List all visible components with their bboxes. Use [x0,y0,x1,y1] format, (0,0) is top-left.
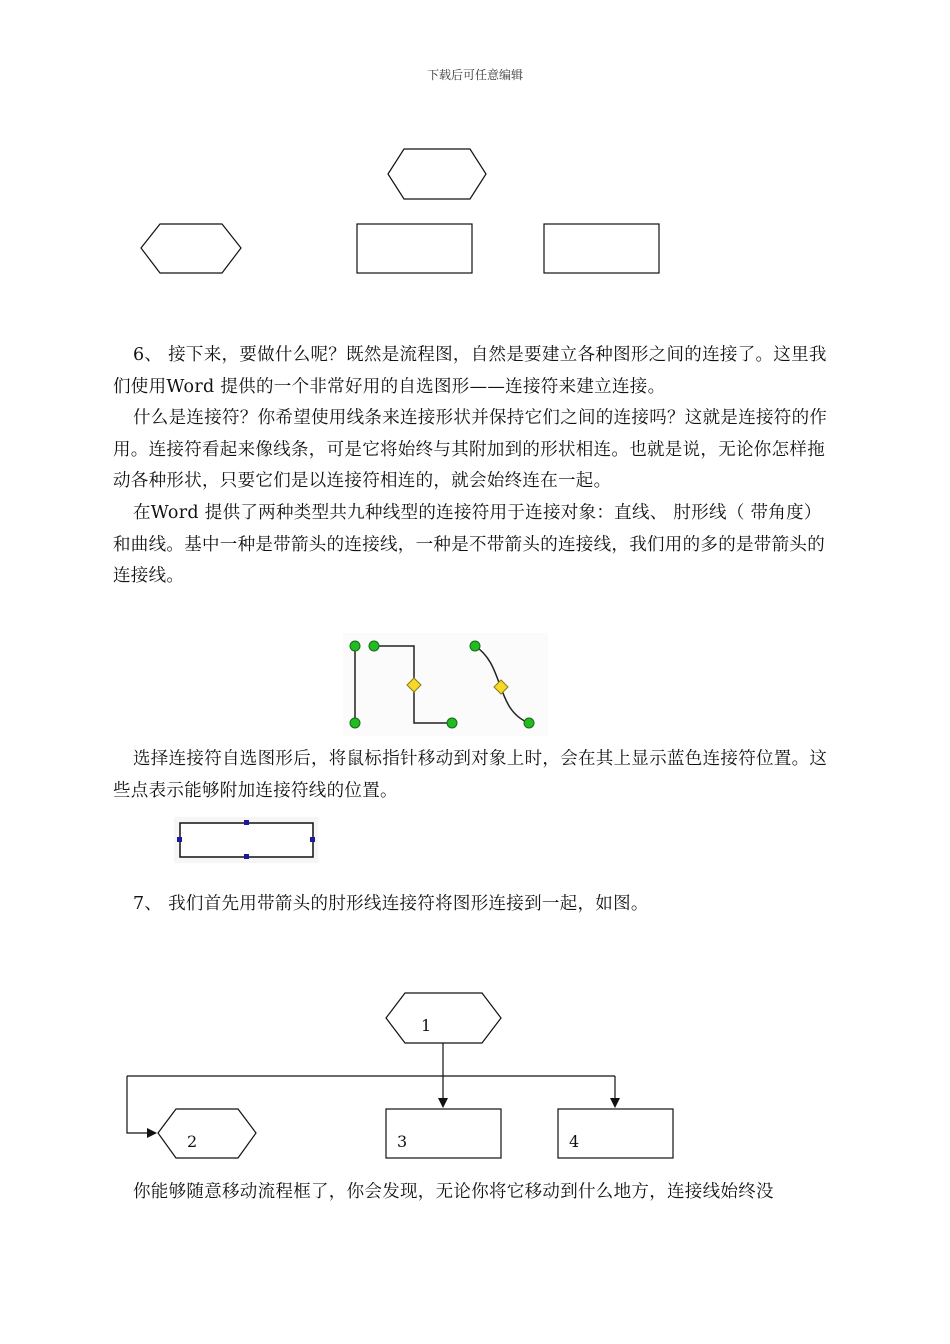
paragraph-move-shapes: 你能够随意移动流程框了，你会发现，无论你将它移动到什么地方，连接线始终没 [133,1182,774,1202]
node-2-label: 2 [187,1132,198,1151]
paragraph-what-is-connector: 什么是连接符？你希望使用线条来连接形状并保持它们之间的连接吗？这就是连接符的作用。连接符看起来像线条，可是它将始终与其附加到的形状相连。也就是说，无论你怎样拖动各种形状，只要它们是以连接符相连的，就会始终连在一起。 [113,408,828,491]
hexagon-node-2 [158,1109,256,1158]
paragraph-connector-sites: 选择连接符自选图形后，将鼠标指针移动到对象上时，会在其上显示蓝色连接符位置。这些点表示能够附加连接符线的位置。 [113,749,828,801]
node-1-label: 1 [421,1016,432,1035]
node-3-label: 3 [397,1132,408,1151]
paragraph-connector-types: 在Word 提供了两种类型共九种线型的连接符用于连接对象：直线、 肘形线（ 带角度） 和曲线。基中一种是带箭头的连接线，一种是不带箭头的连接线，我们用的多的是带箭头的连接线。 [113,503,825,586]
page-header: 下载后可任意编辑 [426,68,523,82]
paragraph-step7: 7、 我们首先用带箭头的肘形线连接符将图形连接到一起，如图。 [133,894,649,914]
connector-to-2 [127,1076,156,1133]
node-4-label: 4 [569,1132,580,1151]
hexagon-node-1 [386,993,501,1043]
paragraph-step6: 6、 接下来，要做什么呢？既然是流程图，自然是要建立各种图形之间的连接了。这里我们使用Word 提供的一个非常好用的自选图形——连接符来建立连接。 [113,345,827,397]
